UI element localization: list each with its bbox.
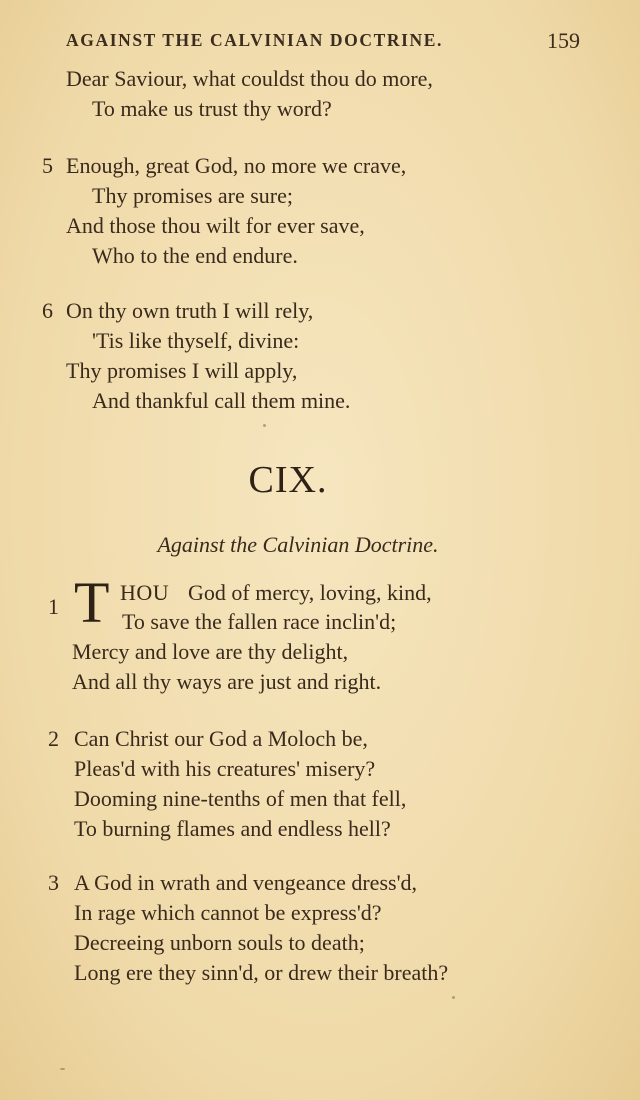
- verse-line: Pleas'd with his creatures' misery?: [74, 756, 376, 781]
- verse-line: 'Tis like thyself, divine:: [92, 328, 300, 353]
- verse-line: On thy own truth I will rely,: [66, 298, 314, 323]
- stanza-number: 6: [42, 298, 53, 323]
- first-word-rest: HOU: [120, 580, 170, 605]
- running-title: AGAINST THE CALVINIAN DOCTRINE.: [66, 30, 443, 50]
- verse-line: A God in wrath and vengeance dress'd,: [74, 870, 418, 895]
- stanza-number: 5: [42, 153, 53, 178]
- paper-speck: [452, 996, 455, 999]
- verse-line: To save the fallen race inclin'd;: [122, 609, 397, 634]
- paper-speck: [60, 1068, 65, 1070]
- verse-line: To make us trust thy word?: [92, 96, 332, 121]
- hymn-number: CIX.: [248, 459, 328, 501]
- verse-line: To burning flames and endless hell?: [74, 816, 391, 841]
- verse-line: Thy promises are sure;: [92, 183, 293, 208]
- verse-line: Dear Saviour, what couldst thou do more,: [66, 66, 433, 91]
- verse-line: And those thou wilt for ever save,: [66, 213, 365, 238]
- verse-line: Thy promises I will apply,: [66, 358, 298, 383]
- hymn-subtitle: Against the Calvinian Doctrine.: [157, 532, 439, 557]
- verse-line: Mercy and love are thy delight,: [72, 639, 349, 664]
- drop-cap: T: [74, 570, 110, 635]
- stanza-number: 1: [48, 594, 59, 619]
- verse-line: Enough, great God, no more we crave,: [66, 153, 407, 178]
- verse-line: Who to the end endure.: [92, 243, 298, 268]
- verse-line: Dooming nine-tenths of men that fell,: [74, 786, 407, 811]
- verse-line: In rage which cannot be express'd?: [74, 900, 382, 925]
- running-head: [66, 30, 580, 56]
- stanza-number: 2: [48, 726, 59, 751]
- stanza-number: 3: [48, 870, 59, 895]
- verse-line: Decreeing unborn souls to death;: [74, 930, 365, 955]
- verse-line: God of mercy, loving, kind,: [188, 580, 432, 605]
- verse-line: And all thy ways are just and right.: [72, 669, 382, 694]
- verse-line: Long ere they sinn'd, or drew their breath?: [74, 960, 449, 985]
- verse-line: Can Christ our God a Moloch be,: [74, 726, 368, 751]
- paper-speck: [263, 424, 266, 427]
- page-number: 159: [547, 28, 580, 53]
- verse-line: And thankful call them mine.: [92, 388, 351, 413]
